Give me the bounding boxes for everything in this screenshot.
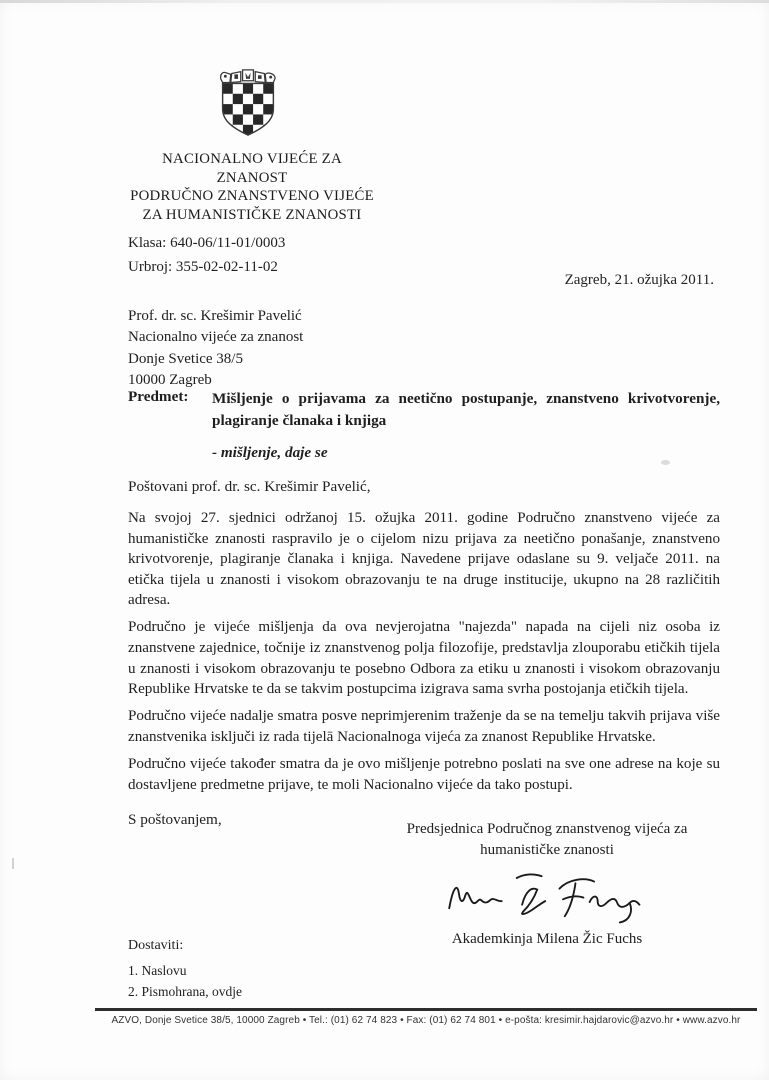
footer-rule — [95, 1008, 757, 1011]
subject-text: Mišljenje o prijavama za neetično postupanje, znanstveno krivotvorenje, plagiranje članaka i knjiga — [212, 390, 720, 429]
letter-body — [128, 508, 720, 829]
klasa-line: Klasa: 640-06/11-01/0003 — [128, 235, 286, 251]
croatian-coat-of-arms-icon — [219, 68, 277, 146]
footer-contact-line: AZVO, Donje Svetice 38/5, 10000 Zagreb • Tel.: (01) 62 74 823 • Fax: (01) 62 74 801 • e-pošta: kresimir.hajdarovic@azvo.hr • www.azvo.hr — [111, 1015, 741, 1026]
subject-note: - mišljenje, daje se — [212, 444, 328, 461]
letterhead-line: ZA HUMANISTIČKE ZNANOSTI — [142, 206, 362, 223]
recipient-line: Donje Svetice 38/5 — [128, 350, 243, 367]
salutation: Poštovani prof. dr. sc. Krešimir Pavelić, — [128, 478, 371, 495]
signature-block — [372, 819, 722, 948]
subject-label: Predmet: — [128, 388, 189, 405]
letterhead-line: PODRUČNO ZNANSTVENO VIJEĆE — [130, 188, 374, 205]
recipient-block — [128, 306, 303, 392]
scan-mark-artifact — [12, 858, 14, 869]
closing: S poštovanjem, — [128, 811, 222, 829]
recipient-line: 10000 Zagreb — [128, 372, 212, 389]
urbroj-line: Urbroj: 355-02-02-11-02 — [128, 258, 278, 275]
letterhead — [83, 150, 421, 224]
signer-title-line: Predsjednica Područnog znanstvenog vijeća za — [406, 821, 688, 837]
distribution-label: Dostaviti: — [128, 938, 184, 953]
dateline: Zagreb, 21. ožujka 2011. — [564, 272, 714, 288]
signer-name: Akademkinja Milena Žic Fuchs — [451, 931, 643, 947]
body-paragraph: Područno vijeće također smatra da je ovo mišljenje potrebno poslati na sve one adrese na koje su dostavljene predmetne prijave, te moli Nacionalno vijeće da tako postupi. — [128, 756, 720, 793]
body-paragraph: Područno je vijeće mišljenja da ova nevjerojatna "najezda" napada na cijeli niz osoba iz znanstvene zajednice, točnije iz znanstvenog polja filozofije, predstavlja zlouporabu etičkih tijela u znanosti i visokom obrazovanju te posebno Odbora za etiku u znanosti i visokom obrazovanju Republike Hrvatske te da se takvim postupcima izigrava sama svrha postojanja etičkih tijela. — [128, 619, 720, 698]
scan-edge-artifact — [0, 0, 769, 3]
distribution-block — [128, 938, 242, 1002]
signer-title-line: humanističke znanosti — [480, 842, 614, 858]
scan-smudge-artifact — [661, 460, 670, 465]
distribution-item: 2. Pismohrana, ovdje — [128, 983, 242, 999]
letterhead-line: ZNANOST — [216, 169, 288, 186]
body-paragraph: Na svojoj 27. sjednici održanoj 15. ožujka 2011. godine Područno znanstveno vijeće za humanističke znanosti raspravilo je o cijelom nizu prijava za neetično ponašanje, znanstveno krivotvorenje, plagiranje članaka i knjiga. Navedene prijave odaslane su 9. veljače 2011. na etička tijela u znanosti i visokom obrazovanju te na druge institucije, ukupno na 28 različitih adresa. — [128, 510, 720, 609]
recipient-line: Prof. dr. sc. Krešimir Pavelić — [128, 308, 302, 324]
subject-block — [128, 388, 720, 462]
recipient-line: Nacionalno vijeće za znanost — [128, 329, 304, 346]
body-paragraph: Područno vijeće nadalje smatra posve neprimjerenim traženje da se na temelju takvih prijava više znanstvenika isključi iz rada tijelā Nacionalnoga vijeća za znanost Republike Hrvatske. — [128, 708, 720, 745]
handwritten-signature — [372, 862, 722, 931]
letterhead-line: NACIONALNO VIJEĆE ZA — [162, 151, 342, 167]
distribution-item: 1. Naslovu — [128, 963, 187, 978]
